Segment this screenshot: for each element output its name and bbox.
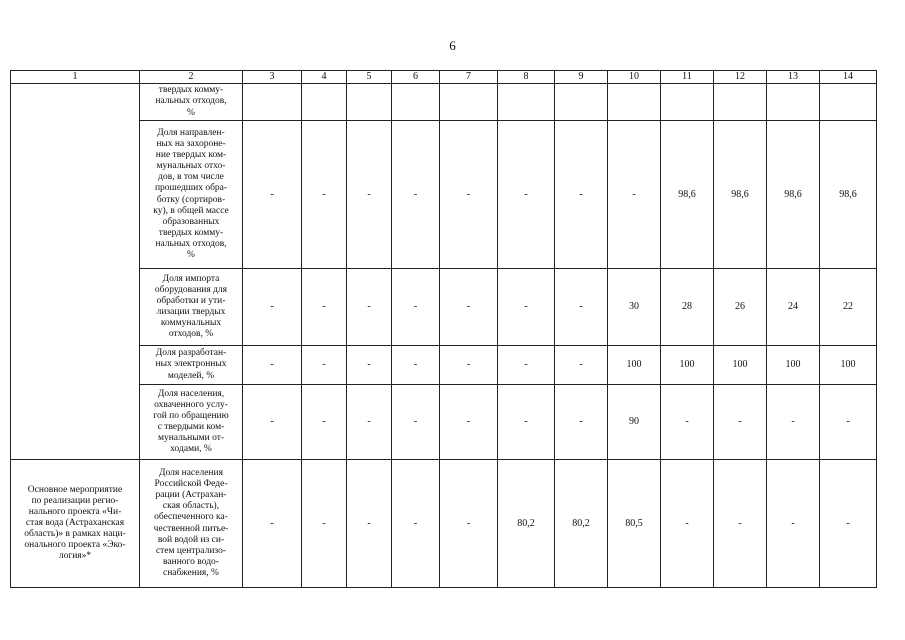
value-cell-col-7: - <box>440 269 498 346</box>
value-cell-col-11: 98,6 <box>661 121 714 269</box>
column-number-14: 14 <box>820 71 877 84</box>
value-cell-col-5 <box>347 84 392 121</box>
value-cell-col-9: - <box>555 269 608 346</box>
value-cell-col-13: - <box>767 385 820 460</box>
value-cell-col-3: - <box>243 346 302 385</box>
value-cell-col-13: 24 <box>767 269 820 346</box>
value-cell-col-11: 28 <box>661 269 714 346</box>
column-number-9: 9 <box>555 71 608 84</box>
value-cell-col-6: - <box>392 269 440 346</box>
measure-cell-empty <box>11 84 140 460</box>
value-cell-col-3: - <box>243 460 302 588</box>
value-cell-col-10: 100 <box>608 346 661 385</box>
value-cell-col-7: - <box>440 385 498 460</box>
value-cell-col-13 <box>767 84 820 121</box>
value-cell-col-5: - <box>347 460 392 588</box>
value-cell-col-14: 22 <box>820 269 877 346</box>
value-cell-col-7: - <box>440 346 498 385</box>
value-cell-col-7: - <box>440 121 498 269</box>
value-cell-col-3: - <box>243 121 302 269</box>
table-row <box>11 460 877 588</box>
value-cell-col-4: - <box>302 346 347 385</box>
value-cell-col-8: - <box>498 121 555 269</box>
value-cell-col-3 <box>243 84 302 121</box>
value-cell-col-9: - <box>555 385 608 460</box>
value-cell-col-8 <box>498 84 555 121</box>
column-number-5: 5 <box>347 71 392 84</box>
value-cell-col-10: 90 <box>608 385 661 460</box>
value-cell-col-4: - <box>302 460 347 588</box>
table-header-row <box>11 71 877 84</box>
value-cell-col-5: - <box>347 346 392 385</box>
column-number-2: 2 <box>140 71 243 84</box>
value-cell-col-11: - <box>661 460 714 588</box>
measure-cell: Основное мероприятие по реализации регио- нального проекта «Чи- стая вода (Астраханская область)» в рамках наци- онального проекта «Эко- логия»* <box>11 460 140 588</box>
column-number-10: 10 <box>608 71 661 84</box>
indicator-cell: Доля направлен- ных на захороне- ние твердых ком- мунальных отхо- дов, в том числе прошедших обра- ботку (сортиров- ку), в общей массе образованных твердых комму- нальных отходов, % <box>140 121 243 269</box>
value-cell-col-13: 98,6 <box>767 121 820 269</box>
indicator-cell: Доля населения Российской Феде- рации (Астрахан- ская область), обеспеченного ка- чественной питье- вой водой из си- стем централизо- ванного водо- снабжения, % <box>140 460 243 588</box>
value-cell-col-12: - <box>714 460 767 588</box>
column-number-3: 3 <box>243 71 302 84</box>
value-cell-col-6: - <box>392 460 440 588</box>
value-cell-col-13: - <box>767 460 820 588</box>
column-number-6: 6 <box>392 71 440 84</box>
column-number-7: 7 <box>440 71 498 84</box>
column-number-13: 13 <box>767 71 820 84</box>
value-cell-col-5: - <box>347 121 392 269</box>
value-cell-col-8: - <box>498 385 555 460</box>
column-number-1: 1 <box>11 71 140 84</box>
value-cell-col-9: - <box>555 121 608 269</box>
value-cell-col-14: 98,6 <box>820 121 877 269</box>
value-cell-col-14: - <box>820 385 877 460</box>
value-cell-col-12: 100 <box>714 346 767 385</box>
value-cell-col-12: 26 <box>714 269 767 346</box>
value-cell-col-8: 80,2 <box>498 460 555 588</box>
indicator-cell: твердых комму- нальных отходов, % <box>140 84 243 121</box>
value-cell-col-10 <box>608 84 661 121</box>
table-row <box>11 346 877 385</box>
indicator-table <box>10 70 877 588</box>
column-number-11: 11 <box>661 71 714 84</box>
value-cell-col-10: 30 <box>608 269 661 346</box>
value-cell-col-7 <box>440 84 498 121</box>
value-cell-col-9: 80,2 <box>555 460 608 588</box>
column-number-4: 4 <box>302 71 347 84</box>
value-cell-col-14 <box>820 84 877 121</box>
indicator-cell: Доля населения, охваченного услу- гой по обращению с твердыми ком- мунальными от- ходами, % <box>140 385 243 460</box>
indicator-cell: Доля импорта оборудования для обработки и ути- лизации твердых коммунальных отходов, % <box>140 269 243 346</box>
indicator-cell: Доля разработан- ных электронных моделей, % <box>140 346 243 385</box>
value-cell-col-9: - <box>555 346 608 385</box>
value-cell-col-4: - <box>302 121 347 269</box>
table-row <box>11 84 877 121</box>
value-cell-col-12 <box>714 84 767 121</box>
table-row <box>11 269 877 346</box>
value-cell-col-14: - <box>820 460 877 588</box>
value-cell-col-8: - <box>498 269 555 346</box>
value-cell-col-8: - <box>498 346 555 385</box>
value-cell-col-14: 100 <box>820 346 877 385</box>
column-number-8: 8 <box>498 71 555 84</box>
value-cell-col-10: - <box>608 121 661 269</box>
value-cell-col-6: - <box>392 385 440 460</box>
value-cell-col-5: - <box>347 385 392 460</box>
value-cell-col-3: - <box>243 269 302 346</box>
value-cell-col-10: 80,5 <box>608 460 661 588</box>
value-cell-col-9 <box>555 84 608 121</box>
value-cell-col-4: - <box>302 385 347 460</box>
value-cell-col-11: - <box>661 385 714 460</box>
value-cell-col-12: - <box>714 385 767 460</box>
value-cell-col-3: - <box>243 385 302 460</box>
value-cell-col-5: - <box>347 269 392 346</box>
value-cell-col-6 <box>392 84 440 121</box>
value-cell-col-4 <box>302 84 347 121</box>
value-cell-col-11 <box>661 84 714 121</box>
table-row <box>11 121 877 269</box>
value-cell-col-4: - <box>302 269 347 346</box>
value-cell-col-11: 100 <box>661 346 714 385</box>
value-cell-col-12: 98,6 <box>714 121 767 269</box>
table-row <box>11 385 877 460</box>
value-cell-col-6: - <box>392 346 440 385</box>
value-cell-col-7: - <box>440 460 498 588</box>
value-cell-col-13: 100 <box>767 346 820 385</box>
column-number-12: 12 <box>714 71 767 84</box>
value-cell-col-6: - <box>392 121 440 269</box>
page-number: 6 <box>449 38 456 53</box>
